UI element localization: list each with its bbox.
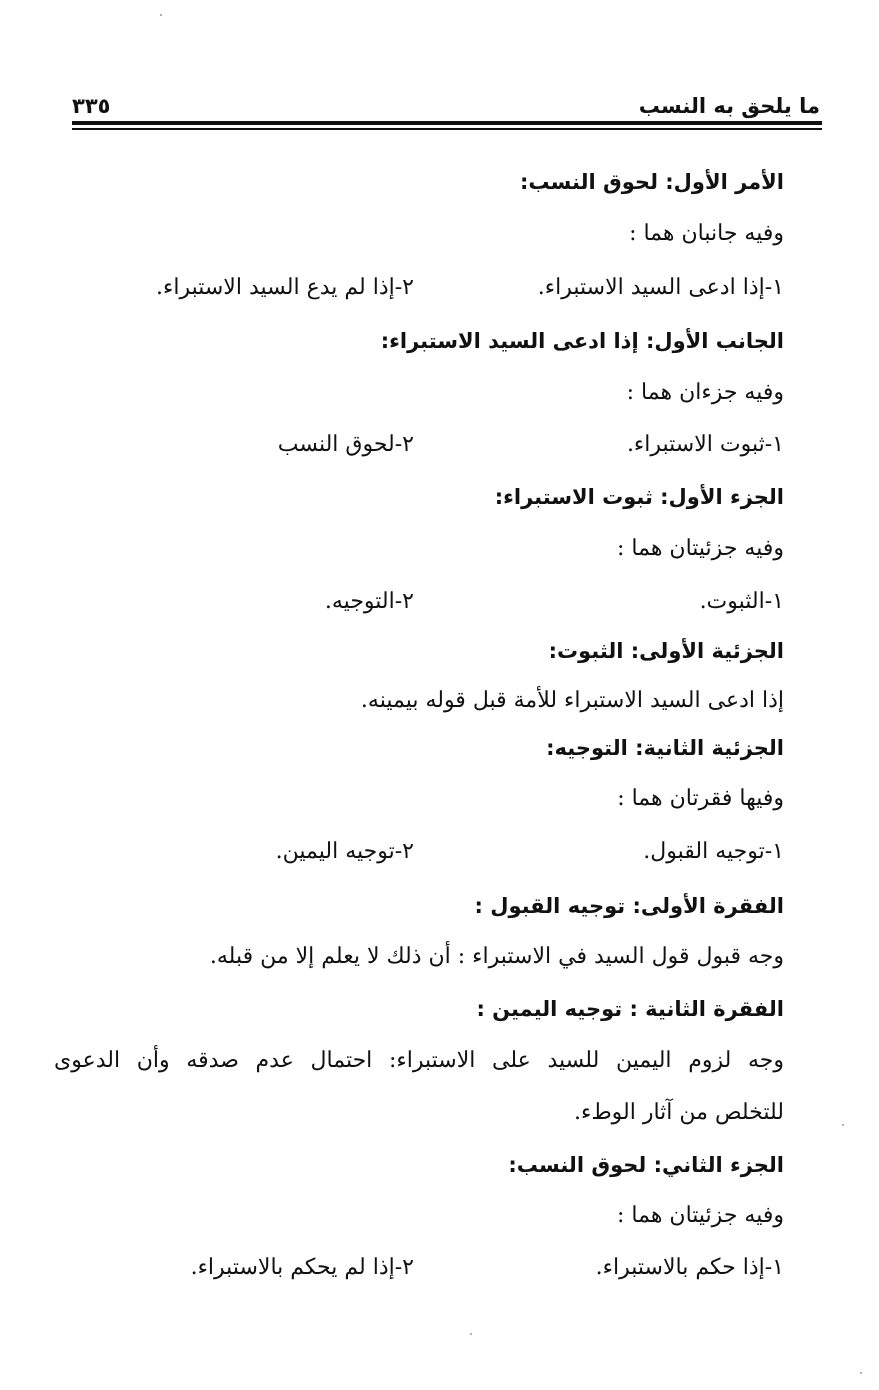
paragraph-two-subparts-2: وفيه جزئيتان هما :: [617, 1203, 784, 1228]
paragraph-two-clauses: وفيها فقرتان هما :: [617, 786, 784, 811]
paragraph-oath-line2: للتخلص من آثار الوطء.: [574, 1100, 784, 1125]
paragraph-proof: إذا ادعى السيد الاستبراء للأمة قبل قوله بيمينه.: [360, 688, 784, 713]
header-rule-thick: [72, 121, 822, 125]
list-item: ٢-لحوق النسب: [277, 432, 414, 457]
paragraph-two-parts: وفيه جزءان هما :: [626, 380, 784, 405]
paragraph-acceptance: وجه قبول قول السيد في الاستبراء : أن ذلك لا يعلم إلا من قبله.: [209, 944, 784, 969]
heading-first-part: الجزء الأول: ثبوت الاستبراء:: [494, 485, 784, 509]
list-item: ١-ثبوت الاستبراء.: [626, 432, 784, 457]
chapter-title: ما يلحق به النسب: [638, 94, 820, 118]
list-item: ١-إذا ادعى السيد الاستبراء.: [537, 275, 784, 300]
list-item: ٢-التوجيه.: [324, 589, 414, 614]
list-item: ١-الثبوت.: [699, 589, 784, 614]
heading-lineage: الأمر الأول: لحوق النسب:: [520, 170, 784, 194]
scan-speck: [860, 1372, 862, 1374]
list-item: ٢-إذا لم يدع السيد الاستبراء.: [156, 275, 414, 300]
list-item: ١-إذا حكم بالاستبراء.: [595, 1255, 784, 1280]
heading-first-subpart: الجزئية الأولى: الثبوت:: [548, 639, 784, 663]
list-item: ٢-إذا لم يحكم بالاستبراء.: [190, 1255, 414, 1280]
heading-second-clause: الفقرة الثانية : توجيه اليمين :: [476, 997, 784, 1021]
paragraph-two-subparts: وفيه جزئيتان هما :: [617, 536, 784, 561]
heading-first-clause: الفقرة الأولى: توجيه القبول :: [474, 894, 784, 918]
scan-speck: [470, 1333, 472, 1335]
paragraph-oath-line1: وجه لزوم اليمين للسيد على الاستبراء: احتمال عدم صدقه وأن الدعوى: [54, 1048, 784, 1073]
heading-second-subpart: الجزئية الثانية: التوجيه:: [546, 736, 784, 760]
header-rule-thin: [72, 128, 822, 130]
list-item: ٢-توجيه اليمين.: [275, 839, 414, 864]
page-number: ٣٣٥: [72, 94, 111, 118]
scan-speck: [160, 14, 162, 16]
heading-first-side: الجانب الأول: إذا ادعى السيد الاستبراء:: [380, 329, 784, 353]
paragraph-two-sides: وفيه جانبان هما :: [629, 221, 784, 246]
list-item: ١-توجيه القبول.: [643, 839, 784, 864]
running-header: [72, 92, 820, 118]
heading-second-part: الجزء الثاني: لحوق النسب:: [508, 1153, 784, 1177]
scan-speck: [842, 1124, 844, 1126]
